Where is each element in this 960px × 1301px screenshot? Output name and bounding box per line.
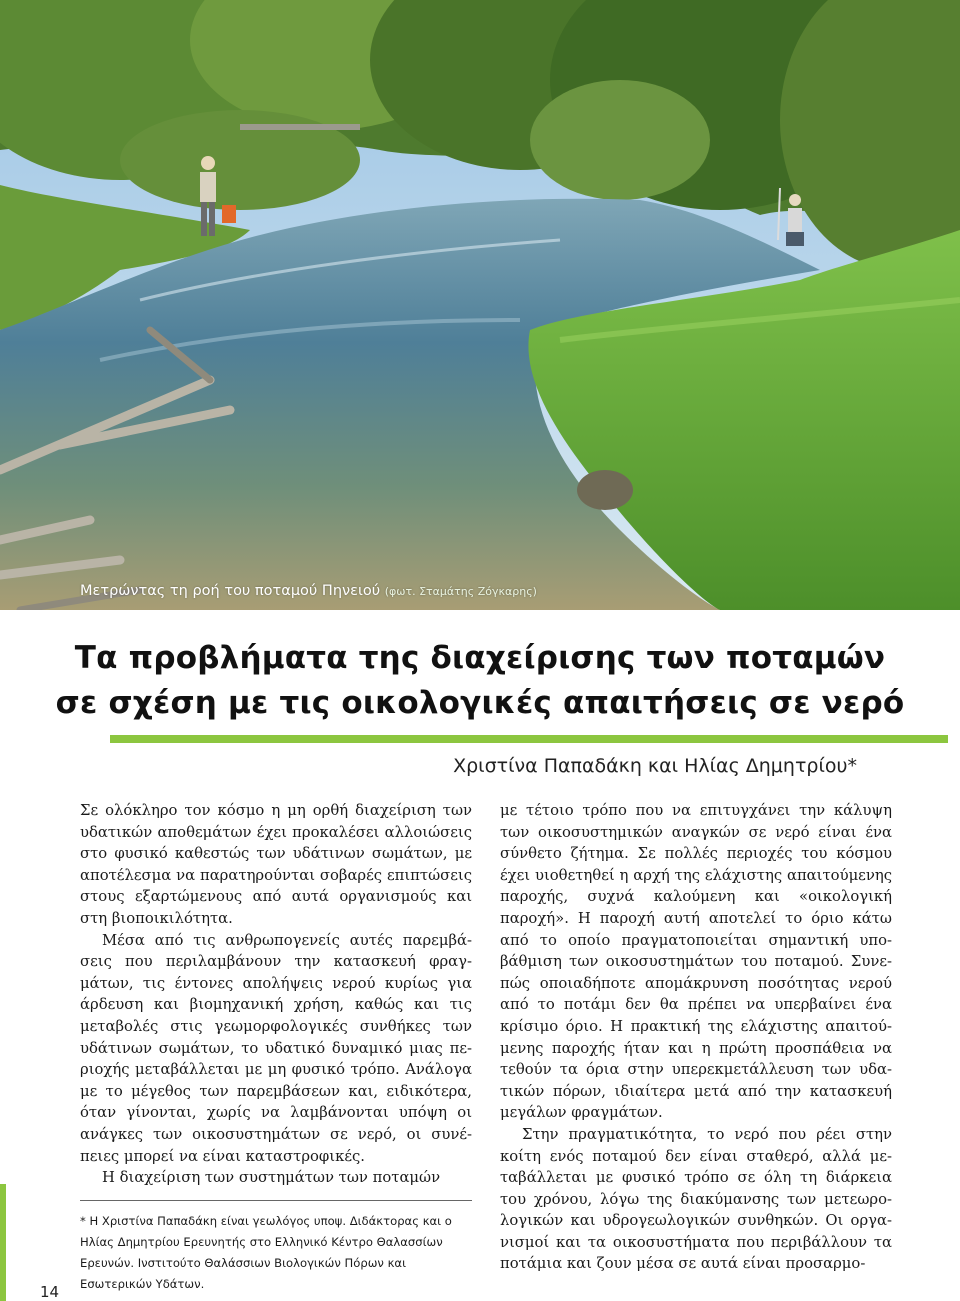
article-title: [0, 636, 960, 726]
title-line-2: σε σχέση με τις οικολογικές απαιτήσεις σε νερό: [55, 685, 905, 721]
right-column: [500, 800, 892, 1275]
river-photo: [0, 0, 960, 610]
page-accent-bar: [0, 1184, 6, 1301]
photo-credit: (φωτ. Σταμάτης Ζόγκαρης): [384, 585, 537, 598]
paragraph: Στην πραγματικότητα, το νερό που ρέει στην κοίτη ενός ποταμού δεν είναι σταθερό, αλλά μεταβάλλεται με φυσικό τρόπο σε όλη τη διάρκεια του χρόνου, λόγω της διακύμανσης των μετεωρολογικών και υδρογεωλογικών συνθηκών. Οι οργανισμοί και τα οικοσυστήματα που περιβάλλουν τα ποτάμια και ζουν μέσα σε αυτά είναι προσαρμο-: [500, 1125, 892, 1273]
paragraph: Σε ολόκληρο τον κόσμο η μη ορθή διαχείριση των υδατικών αποθεμάτων έχει προκαλέσει αλλοιώσεις στο φυσικό καθεστώς των υδάτινων σωμάτων, με αποτέλεσμα να παρατηρούνται σοβαρές επιπτώσεις στους εξαρτώμενους από αυτά οργανισμούς και στη βιοποικιλότητα.: [80, 802, 472, 927]
page-number: 14: [40, 1283, 60, 1301]
left-column: [80, 800, 472, 1189]
title-line-1: Τα προβλήματα της διαχείρισης των ποταμών: [74, 640, 886, 676]
footnote-divider: [80, 1200, 472, 1201]
paragraph: Μέσα από τις ανθρωπογενείς αυτές παρεμβάσεις που περιλαμβάνουν την κατασκευή φραγμάτων, τις έντονες απολήψεις νερού κυρίως για άρδευση και βιομηχανική χρήση, καθώς και τις μεταβολές στις γεωμορφολογικές συνθήκες των υδάτινων σωμάτων, το υδατικό δυναμικό μιας περιοχής μεταβάλλεται με μη φυσικό τρόπο. Ανάλογα με το μέγεθος των παρεμβάσεων και, ειδικότερα, όταν γίνονται, χωρίς να λαμβάνονται υπόψη οι ανάγκες των οικοσυστημάτων σε νερό, οι συνέπειες μπορεί να είναι καταστροφικές.: [80, 931, 472, 1165]
paragraph: Η διαχείριση των συστημάτων των ποταμών: [102, 1169, 441, 1187]
article-authors: Χριστίνα Παπαδάκη και Ηλίας Δημητρίου*: [453, 755, 857, 777]
paragraph: με τέτοιο τρόπο που να επιτυγχάνει την κάλυψη των οικοσυστημικών αναγκών σε νερό είναι ένα σύνθετο ζήτημα. Σε πολλές περιοχές του κόσμου έχει υιοθετηθεί η αρχή της ελάχιστης απαιτούμενης παροχής, συχνά καλούμενη και «οικολογική παροχή». Η παροχή αυτή αποτελεί το όριο κάτω από το οποίο πραγματοποιείται σημαντική υποβάθμιση των οικοσυστημάτων του ποταμού. Συνεπώς οποιαδήποτε απομάκρυνση ποσότητας νερού από το ποτάμι δεν θα πρέπει να υπερβαίνει ένα κρίσιμο όριο. Η πρακτική της ελάχιστης απαιτούμενης παροχής ήταν και η πρώτη προσπάθεια να τεθούν τα όρια στην υπερεκμετάλλευση των υδατικών πόρων, ιδιαίτερα μετά από την κατασκευή μεγάλων φραγμάτων.: [500, 802, 892, 1122]
author-footnote: * Η Χριστίνα Παπαδάκη είναι γεωλόγος υποψ. Διδάκτορας και ο Ηλίας Δημητρίου Ερευνητής στο Ελληνικό Κέντρο Θαλασσίων Ερευνών. Ινστιτούτο Θαλάσσιων Βιολογικών Πόρων και Εσωτερικών Υδάτων.: [80, 1214, 452, 1291]
caption-text: Μετρώντας τη ροή του ποταμού Πηνειού: [80, 583, 381, 599]
photo-caption: [80, 583, 537, 599]
title-rule: [110, 735, 948, 743]
